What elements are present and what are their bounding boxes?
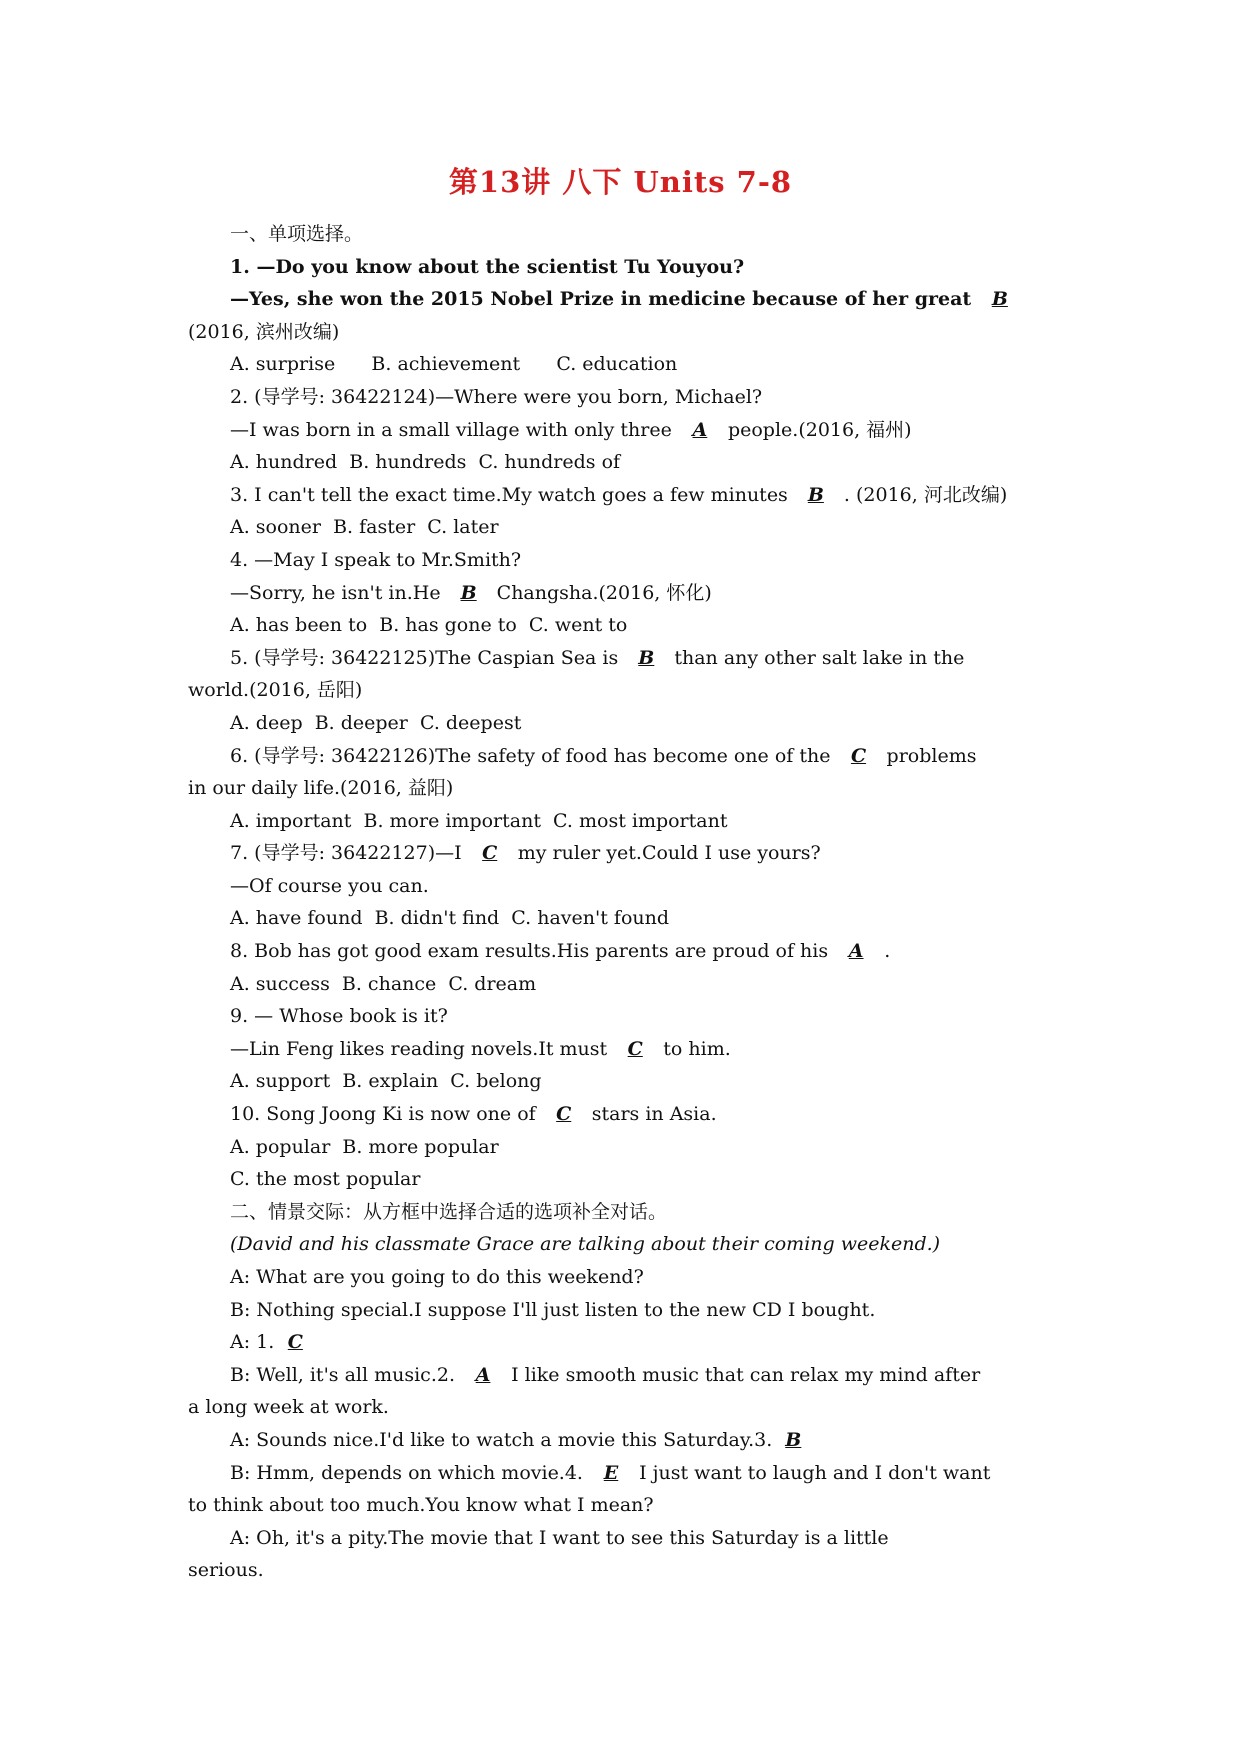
dialogue-intro: (David and his classmate Grace are talking about their coming weekend.) <box>230 1233 941 1256</box>
question-5-line-1 <box>188 642 1108 675</box>
question-4-line-1: 4. —May I speak to Mr.Smith? <box>230 548 522 571</box>
question-2-options: A. hundred B. hundreds C. hundreds of <box>230 451 621 474</box>
question-10-stem: 10. Song Joong Ki is now one of <box>230 1103 536 1126</box>
question-3-stem-end: . (2016, 河北改编) <box>843 483 1008 506</box>
dialogue-line-5: a long week at work. <box>188 1396 389 1419</box>
question-8-stem: 8. Bob has got good exam results.His parents are proud of his <box>230 940 829 963</box>
question-9-options: A. support B. explain C. belong <box>230 1070 542 1093</box>
question-1-line-2 <box>188 283 1108 316</box>
question-1-source: (2016, 滨州改编) <box>188 320 340 343</box>
question-10-stem-end: stars in Asia. <box>591 1103 717 1126</box>
question-5-stem-end: than any other salt lake in the <box>674 646 965 669</box>
question-8-options: A. success B. chance C. dream <box>230 972 537 995</box>
question-6-stem-end: problems <box>886 744 977 767</box>
dialogue-line-4 <box>188 1359 1108 1392</box>
question-6-line-1 <box>188 740 1108 773</box>
question-6-answer: C <box>850 744 867 767</box>
question-8-line-1 <box>188 935 1108 968</box>
section-heading-2: 二、情景交际：从方框中选择合适的选项补全对话。 <box>230 1200 668 1223</box>
question-9-answer: C <box>627 1037 643 1060</box>
question-7-stem: 7. (导学号: 36422127)—I <box>230 842 462 865</box>
question-3-line-1 <box>188 479 1108 512</box>
question-9-line-2 <box>188 1033 1108 1066</box>
page-title: 第13讲 八下 Units 7-8 <box>448 165 793 199</box>
question-5-options: A. deep B. deeper C. deepest <box>230 711 522 734</box>
dialogue-line-3 <box>188 1326 1108 1359</box>
question-2-line-2 <box>188 414 1108 447</box>
question-4-answer: B <box>460 581 477 604</box>
dialogue-line-6 <box>188 1424 1108 1457</box>
question-2-line-1: 2. (导学号: 36422124)—Where were you born, Michael? <box>230 385 763 408</box>
question-1-stem: —Yes, she won the 2015 Nobel Prize in medicine because of her great <box>230 288 972 311</box>
question-4-options: A. has been to B. has gone to C. went to <box>230 614 628 637</box>
question-4-stem: —Sorry, he isn't in.He <box>230 581 441 604</box>
section-heading-1: 一、单项选择。 <box>230 223 364 245</box>
question-9-line-1: 9. — Whose book is it? <box>230 1005 448 1028</box>
question-1-answer: B <box>991 288 1008 311</box>
question-7-answer: C <box>482 842 498 865</box>
dialogue-answer-1: C <box>287 1331 303 1354</box>
question-2-stem-end: people.(2016, 福州) <box>727 418 912 441</box>
dialogue-answer-4: E <box>603 1461 619 1484</box>
question-1-options: A. surprise B. achievement C. education <box>230 353 678 376</box>
question-6-stem: 6. (导学号: 36422126)The safety of food has become one of the <box>230 744 831 767</box>
dialogue-line-7-text: B: Hmm, depends on which movie.4. <box>230 1461 583 1484</box>
dialogue-line-4-text-end: I like smooth music that can relax my mind after <box>511 1363 981 1386</box>
question-3-answer: B <box>807 483 824 506</box>
question-8-stem-end: . <box>884 940 891 963</box>
dialogue-line-10: serious. <box>188 1559 264 1582</box>
question-5-answer: B <box>638 646 655 669</box>
question-7-line-2: —Of course you can. <box>230 874 429 897</box>
question-10-line-1 <box>188 1098 1108 1131</box>
document-body <box>188 218 1108 1587</box>
question-9-stem-end: to him. <box>663 1037 731 1060</box>
question-4-stem-end: Changsha.(2016, 怀化) <box>496 581 712 604</box>
question-10-answer: C <box>556 1103 572 1126</box>
question-2-answer: A <box>692 418 708 441</box>
question-4-line-2 <box>188 577 1108 610</box>
question-5-line-2: world.(2016, 岳阳) <box>188 679 363 702</box>
question-3-options: A. sooner B. faster C. later <box>230 516 499 539</box>
question-6-options: A. important B. more important C. most important <box>230 809 728 832</box>
dialogue-line-4-text: B: Well, it's all music.2. <box>230 1363 455 1386</box>
dialogue-line-7 <box>188 1457 1108 1490</box>
dialogue-line-2: B: Nothing special.I suppose I'll just listen to the new CD I bought. <box>230 1298 876 1321</box>
dialogue-line-6-text: A: Sounds nice.I'd like to watch a movie this Saturday.3. <box>230 1428 773 1451</box>
question-2-stem: —I was born in a small village with only three <box>230 418 672 441</box>
question-6-line-2: in our daily life.(2016, 益阳) <box>188 777 454 800</box>
question-10-options-1: A. popular B. more popular <box>230 1135 499 1158</box>
question-5-stem: 5. (导学号: 36422125)The Caspian Sea is <box>230 646 619 669</box>
dialogue-answer-3: B <box>785 1428 802 1451</box>
question-7-stem-end: my ruler yet.Could I use yours? <box>517 842 821 865</box>
dialogue-line-9: A: Oh, it's a pity.The movie that I want to see this Saturday is a little <box>230 1526 889 1549</box>
question-10-options-2: C. the most popular <box>230 1168 421 1191</box>
dialogue-line-8: to think about too much.You know what I mean? <box>188 1494 654 1517</box>
dialogue-line-1: A: What are you going to do this weekend? <box>230 1266 644 1288</box>
dialogue-line-3-text: A: 1. <box>230 1331 275 1354</box>
question-9-stem: —Lin Feng likes reading novels.It must <box>230 1037 608 1060</box>
question-8-answer: A <box>848 940 864 963</box>
question-7-options: A. have found B. didn't find C. haven't found <box>230 907 670 930</box>
question-1-line-1: 1. —Do you know about the scientist Tu Youyou? <box>230 255 745 278</box>
dialogue-answer-2: A <box>475 1363 491 1386</box>
question-3-stem: 3. I can't tell the exact time.My watch goes a few minutes <box>230 483 788 506</box>
dialogue-line-7-text-end: I just want to laugh and I don't want <box>639 1461 991 1484</box>
question-7-line-1 <box>188 837 1108 870</box>
